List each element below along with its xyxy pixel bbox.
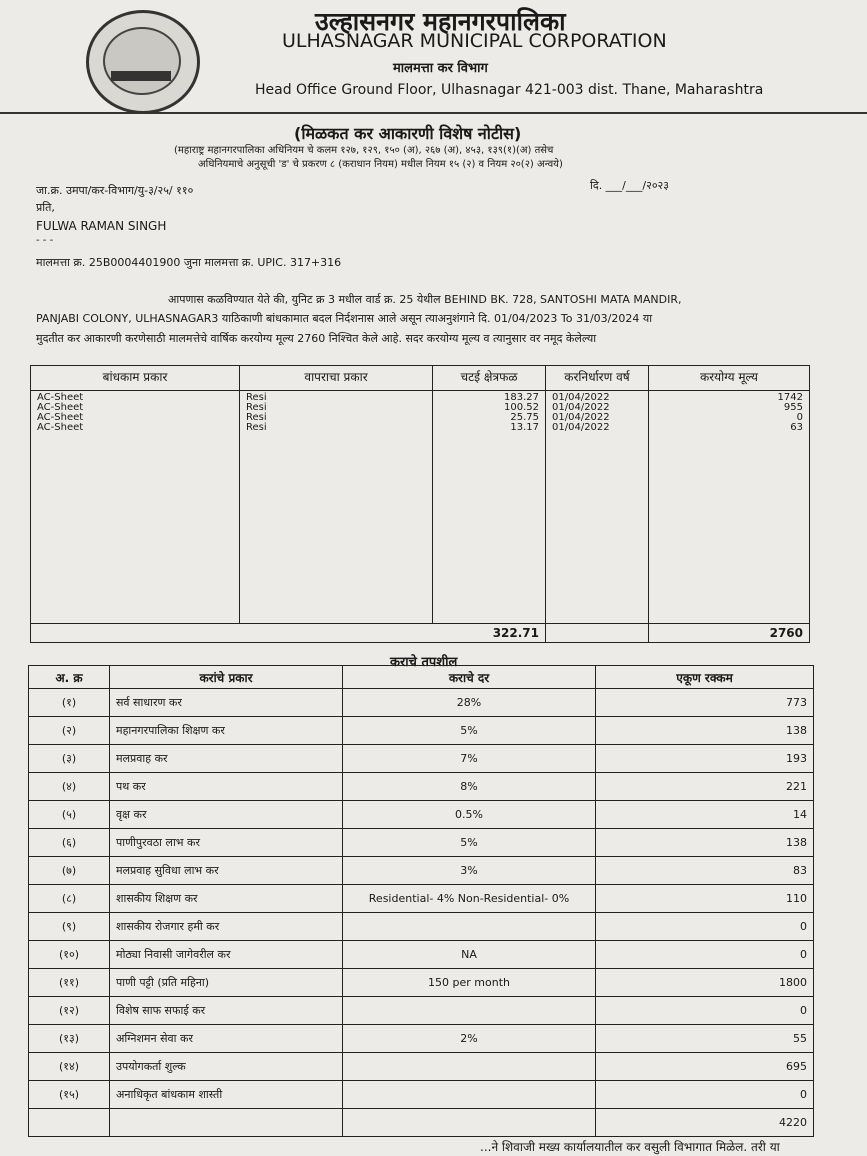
property-number-line: मालमत्ता क्र. 25B0004401900 जुना मालमत्ता क्र. UPIC. 317+316	[36, 256, 342, 269]
table-row	[29, 997, 814, 1025]
corp-name-marathi: उल्हासनगर महानगरपालिका	[315, 7, 566, 36]
property-table-total	[31, 624, 810, 643]
serial-number: (३)	[29, 745, 110, 773]
tax-rate	[343, 1081, 596, 1109]
tax-amount: 0	[596, 997, 814, 1025]
table-row	[29, 1053, 814, 1081]
tax-rate	[343, 913, 596, 941]
tax-type: वृक्ष कर	[110, 801, 343, 829]
value-values: 1742 955 0 63	[649, 391, 810, 624]
table-row	[29, 1081, 814, 1109]
tax-amount: 55	[596, 1025, 814, 1053]
table-row	[29, 829, 814, 857]
serial-number: (१)	[29, 689, 110, 717]
construction-values: AC-Sheet AC-Sheet AC-Sheet AC-Sheet	[31, 391, 240, 624]
col-tax-rate: कराचे दर	[343, 666, 596, 689]
serial-number: (१५)	[29, 1081, 110, 1109]
serial-number: (१४)	[29, 1053, 110, 1081]
tax-amount: 773	[596, 689, 814, 717]
col-assessment-year: करनिर्धारण वर्ष	[546, 366, 649, 391]
tax-rate: 150 per month	[343, 969, 596, 997]
tax-type: पाणी पट्टी (प्रति महिना)	[110, 969, 343, 997]
serial-number: (५)	[29, 801, 110, 829]
tax-rate: 7%	[343, 745, 596, 773]
extra-amount: 4220	[596, 1109, 814, 1137]
year-values: 01/04/2022 01/04/2022 01/04/2022 01/04/2022	[546, 391, 649, 624]
tax-amount: 0	[596, 913, 814, 941]
letterhead	[0, 0, 867, 114]
tax-type: विशेष साफ सफाई कर	[110, 997, 343, 1025]
corp-name-english: ULHASNAGAR MUNICIPAL CORPORATION	[282, 30, 667, 52]
tax-amount: 138	[596, 717, 814, 745]
tax-rate: 3%	[343, 857, 596, 885]
tax-rate: Residential- 4% Non-Residential- 0%	[343, 885, 596, 913]
table-row	[29, 885, 814, 913]
total-taxable-value: 2760	[649, 624, 810, 643]
table-row	[29, 1109, 814, 1137]
notice-subtitle-1: (महाराष्ट्र महानगरपालिका अधिनियम चे कलम १२७, १२९, १५० (अ), २६७ (अ), ४५३, १३९(१)(अ) तसेच	[174, 145, 554, 156]
col-carpet-area: चटई क्षेत्रफळ	[433, 366, 546, 391]
table-row	[29, 913, 814, 941]
serial-number: (११)	[29, 969, 110, 997]
tax-type: पाणीपुरवठा लाभ कर	[110, 829, 343, 857]
to-label: प्रति,	[36, 201, 55, 214]
table-row	[29, 969, 814, 997]
tax-rate	[343, 997, 596, 1025]
tax-amount: 1800	[596, 969, 814, 997]
tax-amount: 14	[596, 801, 814, 829]
table-row	[29, 1025, 814, 1053]
tax-rate: 5%	[343, 717, 596, 745]
table-row	[29, 745, 814, 773]
tax-amount: 0	[596, 1081, 814, 1109]
serial-number: (१२)	[29, 997, 110, 1025]
table-row	[29, 689, 814, 717]
tax-type: पथ कर	[110, 773, 343, 801]
tax-rate: 8%	[343, 773, 596, 801]
tax-rate: 28%	[343, 689, 596, 717]
serial-number: (८)	[29, 885, 110, 913]
serial-number: (१३)	[29, 1025, 110, 1053]
col-usage-type: वापराचा प्रकार	[240, 366, 433, 391]
serial-number: (१०)	[29, 941, 110, 969]
table-row	[29, 857, 814, 885]
usage-values: Resi Resi Resi Resi	[240, 391, 433, 624]
office-address: Head Office Ground Floor, Ulhasnagar 421-003 dist. Thane, Maharashtra	[255, 82, 764, 98]
tax-rate	[343, 1053, 596, 1081]
tax-type: सर्व साधारण कर	[110, 689, 343, 717]
tax-type: अग्निशमन सेवा कर	[110, 1025, 343, 1053]
department-name: मालमत्ता कर विभाग	[393, 61, 488, 76]
total-area: 322.71	[31, 624, 546, 643]
tax-rate: 2%	[343, 1025, 596, 1053]
tax-type: अनाधिकृत बांधकाम शास्ती	[110, 1081, 343, 1109]
tax-amount: 695	[596, 1053, 814, 1081]
property-table	[30, 365, 810, 643]
footer-fragment: ...ने शिवाजी मख्य कार्यालयातील कर वसुली विभागात मिळेल. तरी या	[480, 1140, 780, 1154]
property-table-header	[31, 366, 810, 391]
tax-details-title: कराचे तपशील	[390, 655, 458, 670]
table-row	[29, 773, 814, 801]
col-construction-type: बांधकाम प्रकार	[31, 366, 240, 391]
notice-subtitle-2: अधिनियमाचे अनुसूची 'ड' चे प्रकरण ८ (कराधान नियम) मधील नियम १५ (२) व नियम २०(२) अन्वये)	[198, 159, 563, 170]
tax-amount: 221	[596, 773, 814, 801]
tax-type: मलप्रवाह कर	[110, 745, 343, 773]
body-line-1: आपणास कळविण्यात येते की, युनिट क्र 3 मधील वार्ड क्र. 25 येथील BEHIND BK. 728, SANTOSHI MATA MANDIR,	[168, 293, 682, 306]
tax-rate: NA	[343, 941, 596, 969]
serial-number: (९)	[29, 913, 110, 941]
tax-table-header	[29, 666, 814, 689]
serial-number: (२)	[29, 717, 110, 745]
recipient-separator: - - -	[36, 235, 54, 246]
tax-amount: 138	[596, 829, 814, 857]
tax-table	[28, 665, 814, 1137]
corporation-seal-icon	[86, 10, 200, 114]
property-table-body	[31, 391, 810, 624]
notice-title: (मिळकत कर आकारणी विशेष नोटीस)	[294, 124, 522, 143]
area-values: 183.27 100.52 25.75 13.17	[433, 391, 546, 624]
tax-rate: 5%	[343, 829, 596, 857]
serial-number: (७)	[29, 857, 110, 885]
tax-rate: 0.5%	[343, 801, 596, 829]
serial-number: (४)	[29, 773, 110, 801]
tax-type: उपयोगकर्ता शुल्क	[110, 1053, 343, 1081]
table-row	[29, 717, 814, 745]
recipient-name: FULWA RAMAN SINGH	[36, 219, 167, 233]
tax-type: मलप्रवाह सुविधा लाभ कर	[110, 857, 343, 885]
tax-amount: 193	[596, 745, 814, 773]
table-row	[29, 941, 814, 969]
serial-number: (६)	[29, 829, 110, 857]
body-line-2: PANJABI COLONY, ULHASNAGAR3 याठिकाणी बांधकामात बदल निर्दशनास आले असून त्याअनुशंगाने दि. 01/04/2023 To 31/03/2024 या	[36, 312, 653, 325]
notice-date: दि. ___/___/२०२३	[590, 179, 669, 192]
col-tax-type: करांचे प्रकार	[110, 666, 343, 689]
col-total-amount: एकूण रक्कम	[596, 666, 814, 689]
col-serial: अ. क्र	[29, 666, 110, 689]
col-taxable-value: करयोग्य मूल्य	[649, 366, 810, 391]
reference-number: जा.क्र. उमपा/कर-विभाग/यु-३/२५/ ११०	[36, 184, 194, 197]
body-line-3: मुदतीत कर आकारणी करणेसाठी मालमत्तेचे वार्षिक करयोग्य मूल्य 2760 निश्चित केले आहे. सदर करयोग्य मूल्य व त्यानुसार वर नमूद केलेल्या	[36, 332, 597, 345]
tax-type: शासकीय शिक्षण कर	[110, 885, 343, 913]
tax-amount: 110	[596, 885, 814, 913]
tax-type: मोठ्या निवासी जागेवरील कर	[110, 941, 343, 969]
tax-type: महानगरपालिका शिक्षण कर	[110, 717, 343, 745]
table-row	[29, 801, 814, 829]
tax-type: शासकीय रोजगार हमी कर	[110, 913, 343, 941]
tax-amount: 0	[596, 941, 814, 969]
tax-amount: 83	[596, 857, 814, 885]
